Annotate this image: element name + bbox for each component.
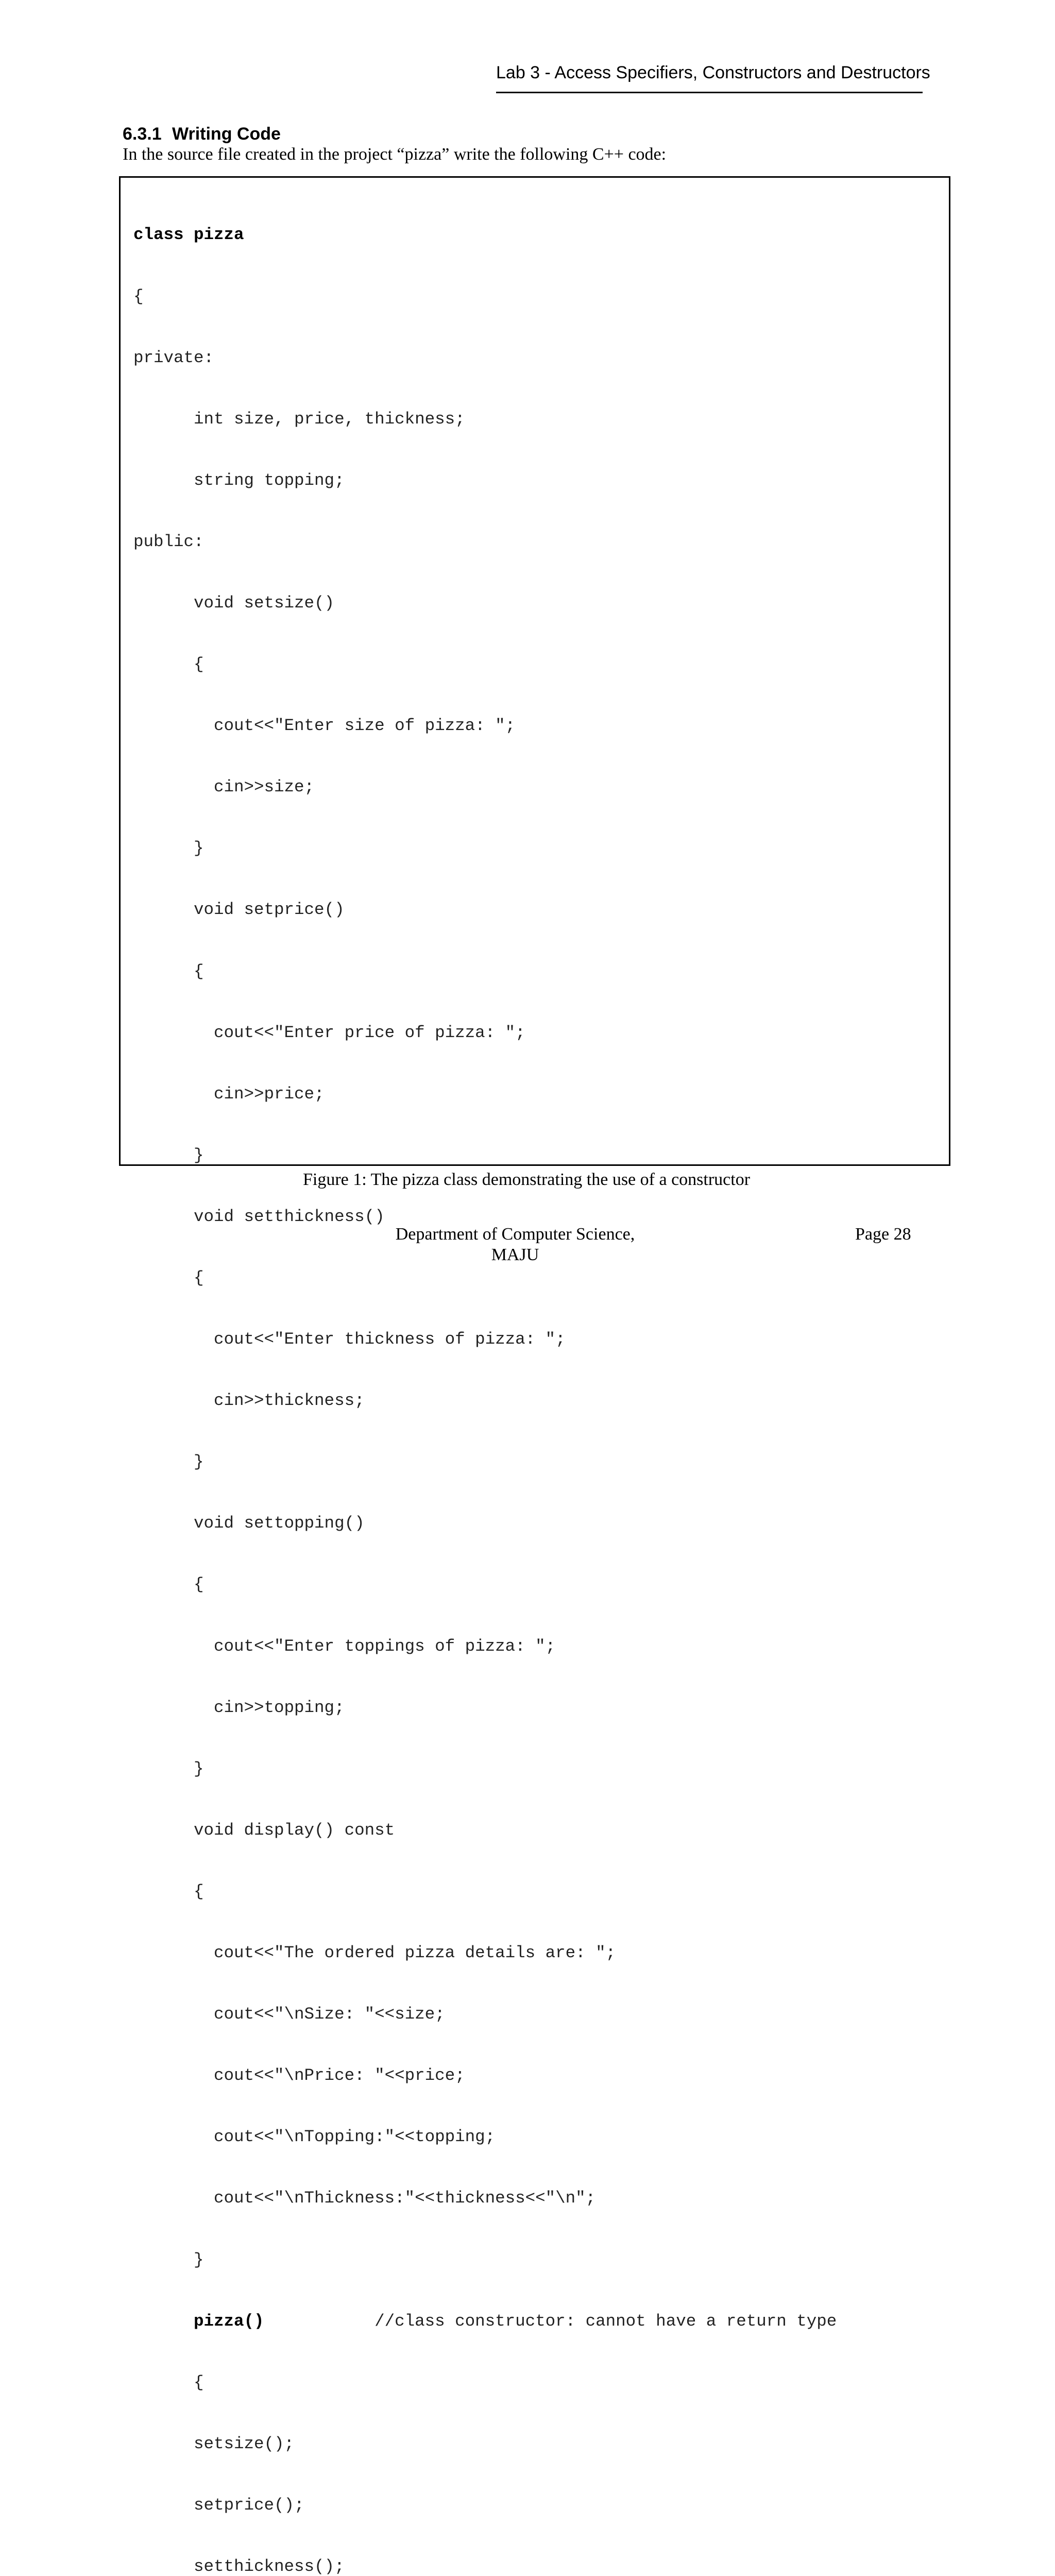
code-line: cout<<"Enter price of pizza: ";: [133, 1023, 525, 1042]
code-line: void setprice(): [133, 900, 345, 920]
figure-caption: Figure 1: The pizza class demonstrating the use of a constructor: [303, 1170, 751, 1189]
code-line: class pizza: [133, 225, 244, 245]
code-line: cout<<"Enter thickness of pizza: ";: [133, 1330, 566, 1349]
footer-department-line2: MAJU: [491, 1245, 539, 1264]
code-line: void display() const: [133, 1820, 395, 1840]
code-listing: [133, 184, 837, 2576]
code-line: cin>>thickness;: [133, 1391, 365, 1411]
footer-department: [361, 1224, 670, 1265]
code-line: {: [133, 961, 204, 981]
code-line: }: [133, 1452, 204, 1472]
code-line: cin>>topping;: [133, 1698, 345, 1717]
code-line: private:: [133, 348, 214, 367]
code-line: }: [133, 839, 204, 858]
code-line: setprice();: [133, 2495, 304, 2515]
code-line: string topping;: [133, 470, 345, 490]
code-line: {: [133, 655, 204, 674]
code-line: cout<<"The ordered pizza details are: ";: [133, 1943, 616, 1963]
code-line: cout<<"\nThickness:"<<thickness<<"\n";: [133, 2189, 596, 2208]
page-number: Page 28: [855, 1225, 911, 1244]
code-line: int size, price, thickness;: [133, 409, 465, 429]
code-line: {: [133, 286, 144, 306]
code-line: setthickness();: [133, 2556, 345, 2576]
code-line: {: [133, 1882, 204, 1901]
constructor-name: pizza(): [194, 2311, 264, 2331]
section-heading: [123, 123, 281, 145]
code-line: {: [133, 2372, 204, 2392]
section-number: 6.3.1: [123, 124, 162, 144]
code-line: public:: [133, 532, 204, 551]
code-line: void settopping(): [133, 1514, 365, 1533]
code-line-constructor: pizza() //class constructor: cannot have a return type: [194, 2311, 837, 2331]
code-line: {: [133, 1575, 204, 1595]
code-line: }: [133, 1759, 204, 1778]
intro-paragraph: In the source file created in the project “pizza” write the following C++ code:: [123, 145, 667, 164]
code-line: cin>>price;: [133, 1084, 325, 1104]
section-title: Writing Code: [172, 124, 281, 144]
code-line: cout<<"\nPrice: "<<price;: [133, 2066, 465, 2086]
code-line: cout<<"Enter toppings of pizza: ";: [133, 1636, 556, 1656]
code-line: {: [133, 1268, 204, 1287]
code-line: cout<<"\nTopping:"<<topping;: [133, 2127, 496, 2147]
code-line: cout<<"Enter size of pizza: ";: [133, 716, 516, 736]
code-line: setsize();: [133, 2434, 295, 2453]
code-line: cin>>size;: [133, 777, 315, 797]
code-line: }: [133, 2250, 204, 2269]
code-line: }: [133, 1145, 204, 1165]
footer-department-line1: Department of Computer Science,: [395, 1225, 635, 1244]
code-line: void setsize(): [133, 593, 335, 613]
code-line: void setthickness(): [133, 1207, 385, 1226]
code-line: cout<<"\nSize: "<<size;: [133, 2005, 445, 2024]
running-header: Lab 3 - Access Specifiers, Constructors and Destructors: [496, 61, 923, 93]
